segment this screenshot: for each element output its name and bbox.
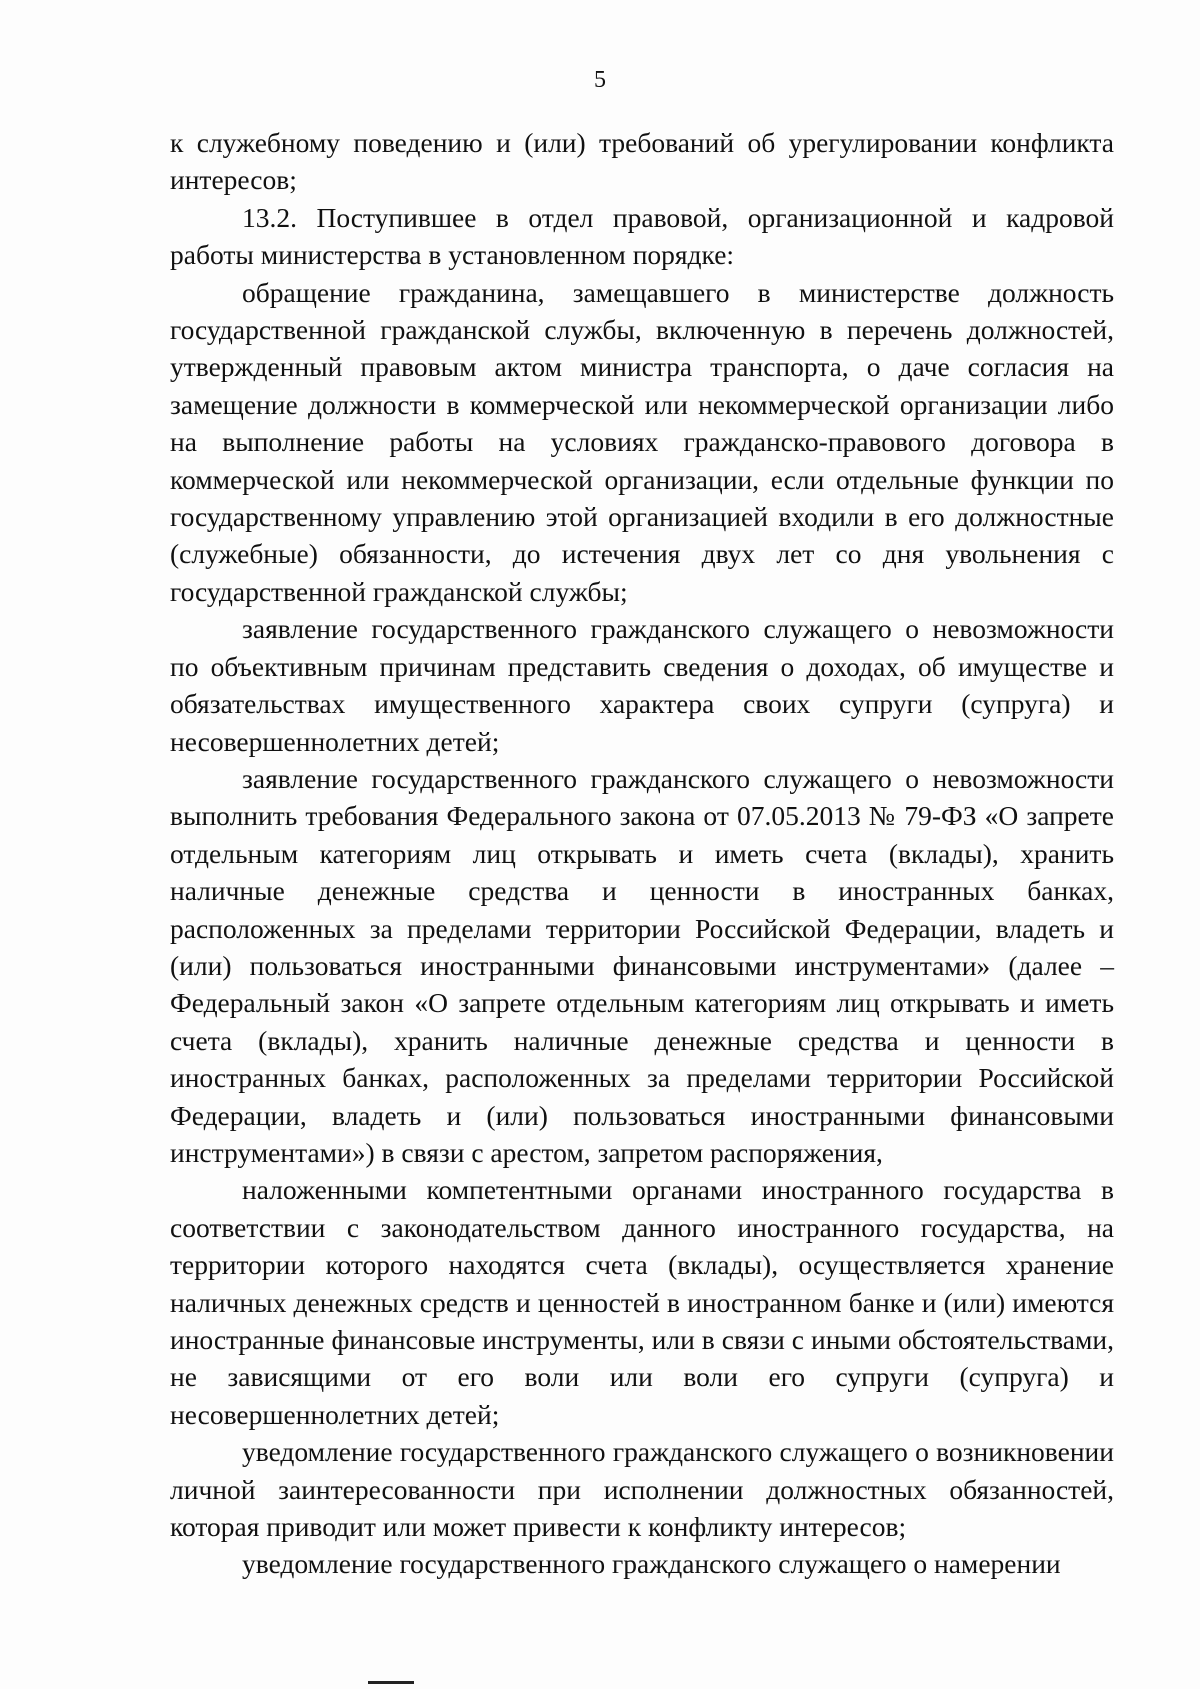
page-number: 5 [594, 67, 606, 93]
paragraph-continuation: к служебному поведению и (или) требований об урегулировании конфликта интересов; [170, 127, 1114, 196]
paragraph-foreign-restrictions: наложенными компетентными органами иностранного государства в соответствии с законодательством данного иностранного государства, на территории которого находятся счета (вклады), осуществляется хранение наличных денежных средств и ценностей в иностранном банке и (или) имеются иностранные финансовые инструменты, или в связи с иными обстоятельствами, не зависящими от его воли или воли его супруги (супруга) и несовершеннолетних детей; [170, 1174, 1114, 1430]
paragraph-citizen-appeal: обращение гражданина, замещавшего в министерстве должность государственной гражданской службы, включенную в перечень должностей, утвержденный правовым актом министра транспорта, о даче согласия на замещение должности в коммерческой или некоммерческой организации либо на выполнение работы на условиях гражданско-правового договора в коммерческой или некоммерческой организации, если отдельные функции по государственному управлению этой организацией входили в его должностные (служебные) обязанности, до истечения двух лет со дня увольнения с государственной гражданской службы; [170, 276, 1114, 607]
document-body [170, 124, 1114, 1583]
paragraph-federal-law-statement: заявление государственного гражданского служащего о невозможности выполнить требования Федерального закона от 07.05.2013 № 79-ФЗ «О запрете отдельным категориям лиц открывать и иметь счета (вклады), хранить наличные денежные средства и ценности в иностранных банках, расположенных за пределами территории Российской Федерации, владеть и (или) пользоваться иностранными финансовыми инструментами» (далее – Федеральный закон «О запрете отдельным категориям лиц открывать и иметь счета (вклады), хранить наличные денежные средства и ценности в иностранных банках, расположенных за пределами территории Российской Федерации, владеть и (или) пользоваться иностранными финансовыми инструментами») в связи с арестом, запретом распоряжения, [170, 762, 1114, 1168]
paragraph-intent-notice: уведомление государственного гражданского служащего о намерении [242, 1548, 1061, 1580]
paragraph-clause-13-2: 13.2. Поступившее в отдел правовой, организационной и кадровой работы министерства в установленном порядке: [170, 201, 1114, 271]
footer-mark [368, 1681, 414, 1684]
paragraph-conflict-notice: уведомление государственного гражданского служащего о возникновении личной заинтересованности при исполнении должностных обязанностей, которая приводит или может привести к конфликту интересов; [170, 1436, 1114, 1543]
paragraph-income-statement: заявление государственного гражданского служащего о невозможности по объективным причинам представить сведения о доходах, об имуществе и обязательствах имущественного характера своих супруги (супруга) и несовершеннолетних детей; [170, 613, 1114, 757]
